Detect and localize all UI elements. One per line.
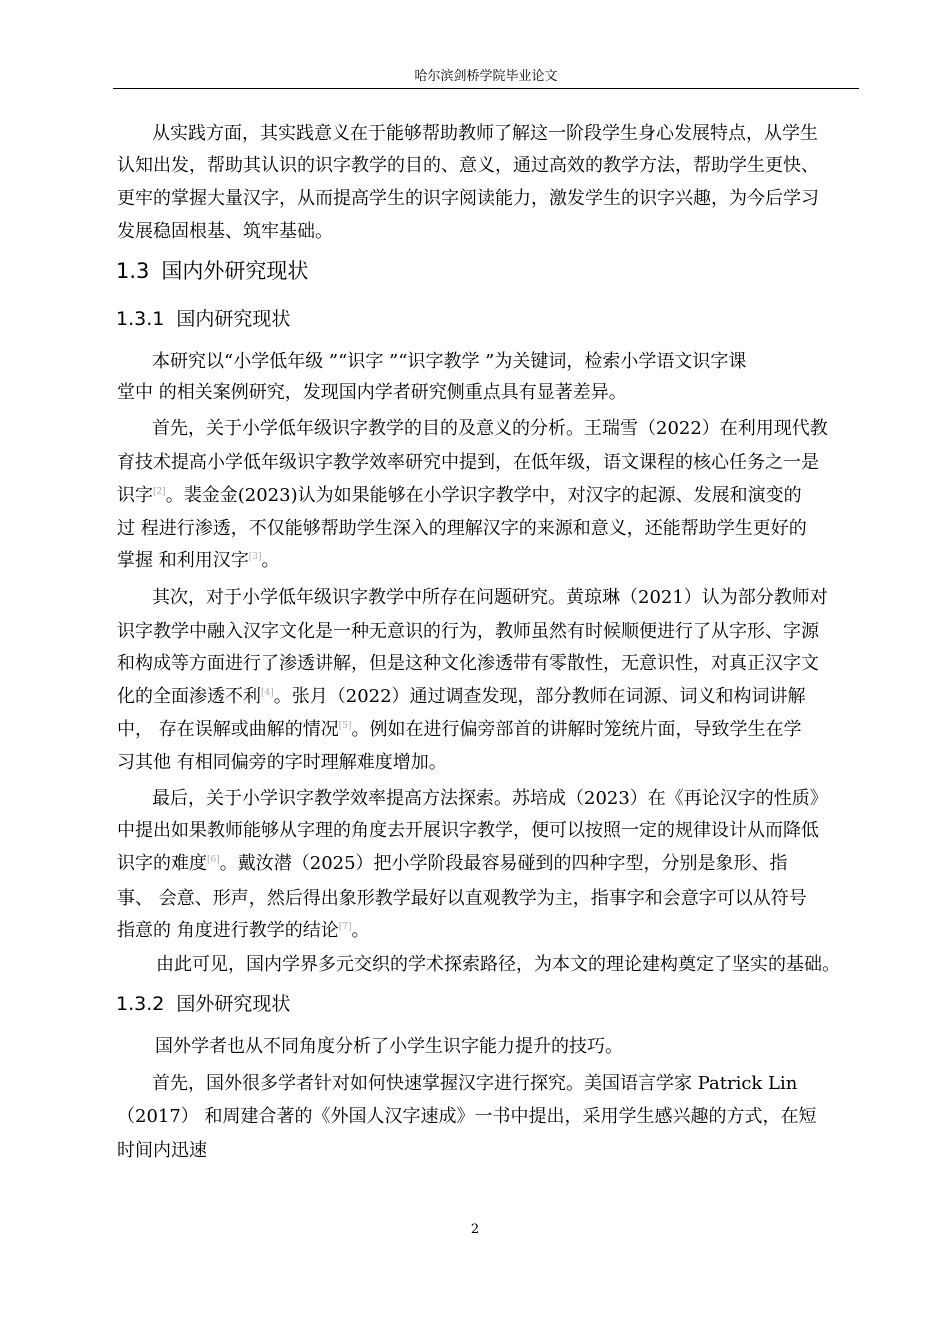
citation-ref[interactable]: [2] [153,487,166,497]
subsection-heading-1-3-2 [116,991,290,1017]
body-text-line: 中， 存在误解或曲解的情况[5]。例如在进行偏旁部首的讲解时笼统片面，导致学生在学 [117,719,802,740]
running-header: 哈尔滨剑桥学院毕业论文 [113,66,859,89]
body-text-line: 识字的难度[6]。戴汝潜（2025）把小学阶段最容易碰到的四种字型，分别是象形、指 [117,853,788,874]
body-text-line: 首先，关于小学低年级识字教学的目的及意义的分析。王瑞雪（2022）在利用现代教 [152,418,828,439]
citation-ref[interactable]: [6] [207,855,220,865]
body-text-line: 过 程进行渗透，不仅能够帮助学生深入的理解汉字的来源和意义，还能帮助学生更好的 [117,518,807,539]
body-text-line: 化的全面渗透不利[4]。张月（2022）通过调查发现，部分教师在词源、词义和构词讲解 [117,686,806,707]
body-text-line: 掌握 和利用汉字[3]。 [117,550,280,571]
citation-ref[interactable]: [4] [261,688,274,698]
section-heading-1-3 [116,257,308,285]
body-text-line: 首先，国外很多学者针对如何快速掌握汉字进行探究。美国语言学家 Patrick Lin [152,1073,798,1094]
body-text-line: 育技术提高小学低年级识字教学效率研究中提到，在低年级，语文课程的核心任务之一是 [117,452,819,473]
body-text-line: 中提出如果教师能够从字理的角度去开展识字教学，便可以按照一定的规律设计从而降低 [117,820,819,841]
section-number: 1.3.2 [116,993,165,1015]
body-text-line: 指意的 角度进行教学的结论[7]。 [117,920,370,941]
body-text-line: 识字[2]。裴金金(2023)认为如果能够在小学识字教学中，对汉字的起源、发展和演变的 [117,485,802,506]
body-text-line: 认知出发，帮助其认识的识字教学的目的、意义，通过高效的教学方法，帮助学生更快、 [117,155,819,176]
body-text-line: 和构成等方面进行了渗透讲解，但是这种文化渗透带有零散性，无意识性，对真正汉字文 [117,653,819,674]
section-number: 1.3 [116,259,150,283]
subsection-heading-1-3-1 [116,306,290,332]
citation-ref[interactable]: [7] [338,922,352,932]
body-text-line: 最后，关于小学识字教学效率提高方法探索。苏培成（2023）在《再论汉字的性质》 [152,788,828,809]
citation-ref[interactable]: [3] [248,552,262,562]
body-text-line: 时间内迅速 [117,1140,207,1161]
section-title: 国内外研究现状 [161,259,309,283]
body-text-line: 识字教学中融入汉字文化是一种无意识的行为，教师虽然有时候顺便进行了从字形、字源 [117,621,819,642]
citation-ref[interactable]: [5] [338,721,352,731]
body-text-line: 更牢的掌握大量汉字，从而提高学生的识字阅读能力，激发学生的识字兴趣，为今后学习 [117,188,819,209]
body-text-line: 从实践方面，其实践意义在于能够帮助教师了解这一阶段学生身心发展特点，从学生 [152,123,818,144]
section-title: 国内研究现状 [176,308,291,330]
section-number: 1.3.1 [116,308,165,330]
body-text-line: 堂中 的相关案例研究，发现国内学者研究侧重点具有显著差异。 [117,382,627,403]
body-text-line: 国外学者也从不同角度分析了小学生识字能力提升的技巧。 [155,1036,623,1057]
body-text-line: 本研究以“小学低年级 ”“识字 ”“识字教学 ”为关键词，检索小学语文识字课 [152,351,747,372]
body-text-line: 事、 会意、形声，然后得出象形教学最好以直观教学为主，指事字和会意字可以从符号 [117,888,807,909]
body-text-line: 由此可见，国内学界多元交织的学术探索路径，为本文的理论建构奠定了坚实的基础。 [156,954,840,975]
body-text-line: （2017） 和周建合著的《外国人汉字速成》一书中提出，采用学生感兴趣的方式，在短 [117,1106,817,1127]
body-text-line: 习其他 有相同偏旁的字时理解难度增加。 [117,752,447,773]
section-title: 国外研究现状 [176,993,291,1015]
page-number: 2 [470,1222,480,1237]
body-text-line: 其次，对于小学低年级识字教学中所存在问题研究。黄琼琳（2021）认为部分教师对 [152,587,828,608]
body-text-line: 发展稳固根基、筑牢基础。 [117,221,333,242]
